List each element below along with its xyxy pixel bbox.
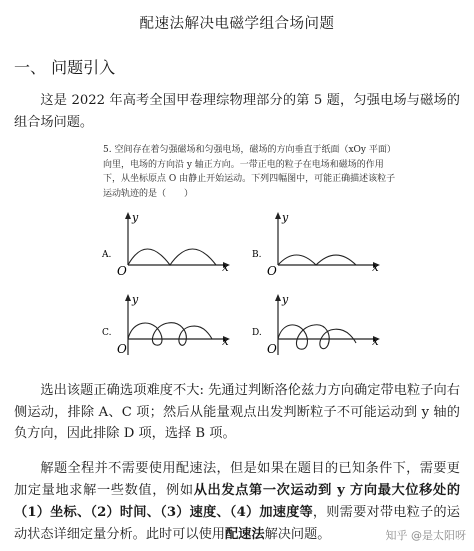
svg-text:y: y — [132, 293, 139, 306]
svg-text:y: y — [282, 293, 289, 306]
analysis-paragraph-2: 解题全程并不需要使用配速法，但是如果在题目的已知条件下，需要更加定量地求解一些数值，例如从出发点第一次运动到 y 方向最大位移处的（1）坐标、（2）时间、（3）速度、（4）加速度等，则需要对带电粒子的运动状态详细定量分析。此时可以使用配速法解决问题。 — [14, 461, 461, 542]
option-a-label: A. — [102, 250, 112, 260]
bold-method: 配速法 — [225, 527, 265, 542]
svg-text:x: x — [222, 334, 229, 348]
intro-paragraph: 这是 2022 年高考全国甲卷理综物理部分的第 5 题，匀强电场与磁场的组合场问题。 — [14, 93, 460, 130]
analysis-paragraph-1: 选出该题正确选项难度不大: 先通过判断洛伦兹力方向确定带电粒子向右侧运动，排除 A、C 项；然后从能量观点出发判断粒子不可能运动到 y 轴的负方向，因此排除 D 项，选择 B 项。 — [14, 383, 460, 441]
svg-text:x: x — [222, 260, 229, 274]
option-c-graph — [102, 293, 230, 356]
trajectory — [278, 255, 356, 265]
trajectory — [128, 249, 216, 265]
option-d-label: D. — [252, 328, 262, 338]
option-d-graph — [252, 293, 380, 356]
svg-text:y: y — [132, 211, 139, 224]
trajectory — [278, 325, 356, 349]
option-a-graph — [101, 211, 230, 278]
svg-text:y: y — [282, 211, 289, 224]
svg-text:O: O — [267, 264, 277, 278]
option-b-label: B. — [252, 250, 262, 260]
svg-text:x: x — [372, 260, 379, 274]
svg-text:O: O — [117, 264, 127, 278]
option-c-label: C. — [102, 328, 112, 338]
section-heading: 一、 问题引入 — [14, 58, 116, 77]
svg-text:x: x — [372, 334, 379, 348]
trajectory — [128, 323, 212, 346]
question-text: 5. 空间存在着匀强磁场和匀强电场，磁场的方向垂直于纸面（xOy 平面）向里，电场的方向沿 y 轴正方向。一带正电的粒子在电场和磁场的作用下，从坐标原点 O 由静止开始运动。下列四幅图中，可能正确描述该粒子运动轨迹的是（ ） — [103, 145, 396, 199]
bold-emphasis: 从出发点第一次运动到 y 方向最大位移处的（1）坐标、（2）时间、（3）速度、（4）加速度等 — [14, 483, 461, 520]
page-title: 配速法解决电磁学组合场问题 — [139, 16, 335, 32]
svg-text:O: O — [117, 342, 127, 356]
watermark: 知乎 @是太阳呀 — [385, 529, 466, 542]
option-b-graph — [252, 211, 380, 278]
svg-text:O: O — [267, 342, 277, 356]
